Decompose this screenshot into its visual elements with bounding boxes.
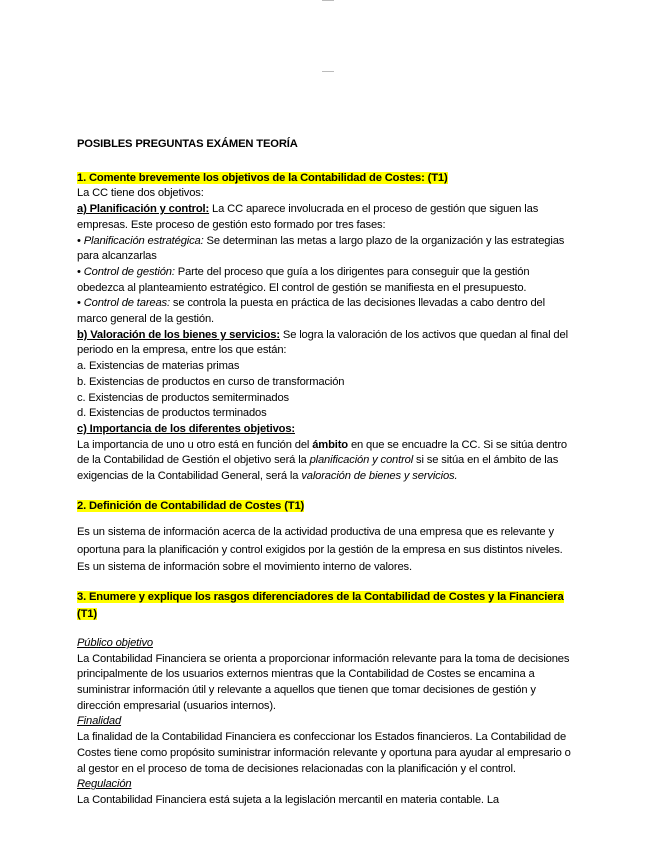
list-item: a. Existencias de materias primas xyxy=(77,360,240,373)
q1-intro: La CC tiene dos objetivos: xyxy=(77,187,204,200)
list-item: b. Existencias de productos en curso de transformación xyxy=(77,375,345,388)
q1-objective-c xyxy=(77,422,577,438)
q3-section-text: La Contabilidad Financiera está sujeta a la legislación mercantil en materia contable. La xyxy=(77,794,499,806)
question-1-heading: 1. Comente brevemente los objetivos de la Contabilidad de Costes: (T1) xyxy=(77,171,448,184)
q1-c-paragraph: La importancia de uno u otro está en función del ámbito en que se encuadre la CC. Si se sitúa dentro de la Contabilidad de Gestión el objetivo será la planificación y control si se sitúa en el ámbito de las exigencias de la Contabilidad General, será la valoración de bienes y servicios. xyxy=(77,438,567,483)
list-item: c. Existencias de productos semiterminados xyxy=(77,391,289,404)
q1-bullet: • Planificación estratégica: Se determinan las metas a largo plazo de la organización y las estrategias para alcanzarlas xyxy=(77,234,565,263)
q1-a-label: a) Planificación y control: xyxy=(77,203,210,216)
q1-b-text: Se logra la valoración de los activos que quedan al final del periodo en la empresa, entre los que están: xyxy=(77,328,568,357)
document-title: POSIBLES PREGUNTAS EXÁMEN TEORÍA xyxy=(77,138,298,150)
q3-section-title: Público objetivo xyxy=(77,636,153,649)
q1-a-text: La CC aparece involucrada en el proceso de gestión que siguen las empresas. Este proceso de gestión esto formado por tres fases: xyxy=(77,203,539,231)
q1-c-label: c) Importancia de los diferentes objetivos: xyxy=(77,422,295,435)
question-2-heading: 2. Definición de Contabilidad de Costes (T1) xyxy=(77,499,305,512)
document-page xyxy=(77,137,577,809)
q3-section-text: La Contabilidad Financiera se orienta a proporcionar información relevante para la toma de decisiones principalmente de los usuarios externos mientras que la Contabilidad de Costes se encamina a suministrar información útil y relevante a aquellos que tienen que tomar decisiones de gestión y dirección empresarial (usuarios internos). xyxy=(77,652,570,712)
q1-bullet: • Control de gestión: Parte del proceso que guía a los dirigentes para conseguir que la gestión obedezca al planteamiento estratégico. El control de gestión se manifiesta en el presupuesto. xyxy=(77,265,530,294)
q1-objective-b xyxy=(77,328,577,359)
q3-section-title: Finalidad xyxy=(77,715,122,728)
page-mark-top xyxy=(322,0,334,1)
q3-section-text: La finalidad de la Contabilidad Financiera es confeccionar los Estados financieros. La Contabilidad de Costes tiene como propósito suministrar información relevante y oportuna para ayudar al empresario o al gestor en el proceso de toma de decisiones relacionadas con la planificación y el control. xyxy=(77,731,571,775)
q3-section-title: Regulación xyxy=(77,778,132,791)
page-mark-header xyxy=(322,71,334,72)
q1-b-label: b) Valoración de los bienes y servicios: xyxy=(77,328,280,341)
q1-objective-a xyxy=(77,202,577,233)
list-item: d. Existencias de productos terminados xyxy=(77,407,267,420)
q1-bullet: • Control de tareas: se controla la puesta en práctica de las decisiones llevadas a cabo dentro del marco general de la gestión. xyxy=(77,297,545,326)
q2-definition: Es un sistema de información acerca de la actividad productiva de una empresa que es relevante y oportuna para la planificación y control exigidos por la gestión de la empresa en sus distintos niveles. Es un sistema de información sobre el movimiento interno de valores. xyxy=(77,526,563,574)
question-3-heading: 3. Enumere y explique los rasgos diferenciadores de la Contabilidad de Costes y la Financiera (T1) xyxy=(77,590,564,621)
